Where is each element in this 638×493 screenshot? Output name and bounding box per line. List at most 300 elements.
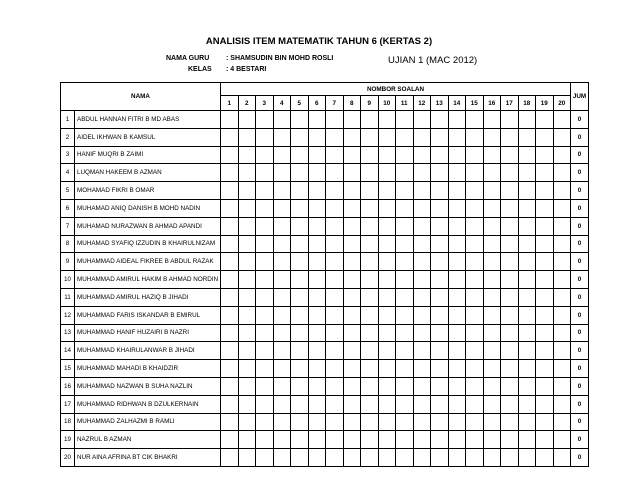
score-cell[interactable] (291, 235, 309, 253)
score-cell[interactable] (448, 217, 466, 235)
score-cell[interactable] (431, 164, 449, 182)
score-cell[interactable] (221, 288, 239, 306)
score-cell[interactable] (501, 182, 519, 200)
score-cell[interactable] (326, 377, 344, 395)
score-cell[interactable] (431, 288, 449, 306)
score-cell[interactable] (291, 253, 309, 271)
score-cell[interactable] (343, 253, 361, 271)
score-cell[interactable] (308, 235, 326, 253)
score-cell[interactable] (431, 449, 449, 467)
score-cell[interactable] (448, 235, 466, 253)
score-cell[interactable] (448, 146, 466, 164)
score-cell[interactable] (308, 377, 326, 395)
score-cell[interactable] (238, 146, 256, 164)
score-cell[interactable] (483, 413, 501, 431)
score-cell[interactable] (378, 199, 396, 217)
score-cell[interactable] (326, 217, 344, 235)
score-cell[interactable] (326, 324, 344, 342)
score-cell[interactable] (221, 271, 239, 289)
score-cell[interactable] (273, 128, 291, 146)
score-cell[interactable] (256, 395, 274, 413)
score-cell[interactable] (378, 413, 396, 431)
score-cell[interactable] (291, 217, 309, 235)
score-cell[interactable] (343, 413, 361, 431)
score-cell[interactable] (343, 182, 361, 200)
score-cell[interactable] (238, 377, 256, 395)
score-cell[interactable] (553, 449, 571, 467)
score-cell[interactable] (466, 449, 484, 467)
score-cell[interactable] (256, 111, 274, 129)
score-cell[interactable] (221, 235, 239, 253)
score-cell[interactable] (413, 413, 431, 431)
score-cell[interactable] (326, 431, 344, 449)
score-cell[interactable] (501, 342, 519, 360)
score-cell[interactable] (273, 413, 291, 431)
score-cell[interactable] (308, 449, 326, 467)
score-cell[interactable] (256, 217, 274, 235)
score-cell[interactable] (466, 111, 484, 129)
score-cell[interactable] (553, 413, 571, 431)
score-cell[interactable] (431, 253, 449, 271)
score-cell[interactable] (361, 395, 379, 413)
score-cell[interactable] (378, 217, 396, 235)
score-cell[interactable] (343, 111, 361, 129)
score-cell[interactable] (448, 199, 466, 217)
score-cell[interactable] (361, 377, 379, 395)
score-cell[interactable] (413, 395, 431, 413)
score-cell[interactable] (466, 377, 484, 395)
score-cell[interactable] (291, 324, 309, 342)
score-cell[interactable] (553, 395, 571, 413)
score-cell[interactable] (518, 413, 536, 431)
score-cell[interactable] (361, 449, 379, 467)
score-cell[interactable] (396, 128, 414, 146)
score-cell[interactable] (273, 449, 291, 467)
score-cell[interactable] (378, 360, 396, 378)
score-cell[interactable] (238, 182, 256, 200)
score-cell[interactable] (221, 253, 239, 271)
score-cell[interactable] (448, 288, 466, 306)
score-cell[interactable] (553, 253, 571, 271)
score-cell[interactable] (238, 217, 256, 235)
score-cell[interactable] (448, 377, 466, 395)
score-cell[interactable] (326, 413, 344, 431)
score-cell[interactable] (448, 342, 466, 360)
score-cell[interactable] (326, 342, 344, 360)
score-cell[interactable] (343, 199, 361, 217)
score-cell[interactable] (308, 217, 326, 235)
score-cell[interactable] (308, 146, 326, 164)
score-cell[interactable] (343, 360, 361, 378)
score-cell[interactable] (466, 306, 484, 324)
score-cell[interactable] (291, 111, 309, 129)
score-cell[interactable] (326, 182, 344, 200)
score-cell[interactable] (536, 377, 554, 395)
score-cell[interactable] (553, 431, 571, 449)
score-cell[interactable] (221, 199, 239, 217)
score-cell[interactable] (483, 182, 501, 200)
score-cell[interactable] (256, 128, 274, 146)
score-cell[interactable] (221, 360, 239, 378)
score-cell[interactable] (553, 288, 571, 306)
score-cell[interactable] (466, 413, 484, 431)
score-cell[interactable] (238, 449, 256, 467)
score-cell[interactable] (448, 306, 466, 324)
score-cell[interactable] (326, 111, 344, 129)
score-cell[interactable] (256, 235, 274, 253)
score-cell[interactable] (518, 449, 536, 467)
score-cell[interactable] (238, 324, 256, 342)
score-cell[interactable] (483, 377, 501, 395)
score-cell[interactable] (291, 360, 309, 378)
score-cell[interactable] (326, 199, 344, 217)
score-cell[interactable] (308, 182, 326, 200)
score-cell[interactable] (256, 271, 274, 289)
score-cell[interactable] (553, 306, 571, 324)
score-cell[interactable] (466, 253, 484, 271)
score-cell[interactable] (483, 199, 501, 217)
score-cell[interactable] (291, 199, 309, 217)
score-cell[interactable] (413, 324, 431, 342)
score-cell[interactable] (431, 271, 449, 289)
score-cell[interactable] (501, 377, 519, 395)
score-cell[interactable] (326, 360, 344, 378)
score-cell[interactable] (308, 395, 326, 413)
score-cell[interactable] (536, 128, 554, 146)
score-cell[interactable] (448, 128, 466, 146)
score-cell[interactable] (483, 271, 501, 289)
score-cell[interactable] (256, 377, 274, 395)
score-cell[interactable] (483, 235, 501, 253)
score-cell[interactable] (501, 164, 519, 182)
score-cell[interactable] (343, 271, 361, 289)
score-cell[interactable] (343, 449, 361, 467)
score-cell[interactable] (221, 377, 239, 395)
score-cell[interactable] (413, 128, 431, 146)
score-cell[interactable] (396, 288, 414, 306)
score-cell[interactable] (396, 431, 414, 449)
score-cell[interactable] (501, 199, 519, 217)
score-cell[interactable] (413, 217, 431, 235)
score-cell[interactable] (483, 449, 501, 467)
score-cell[interactable] (326, 146, 344, 164)
score-cell[interactable] (518, 324, 536, 342)
score-cell[interactable] (396, 182, 414, 200)
score-cell[interactable] (536, 199, 554, 217)
score-cell[interactable] (536, 324, 554, 342)
score-cell[interactable] (553, 342, 571, 360)
score-cell[interactable] (466, 182, 484, 200)
score-cell[interactable] (273, 306, 291, 324)
score-cell[interactable] (413, 360, 431, 378)
score-cell[interactable] (238, 395, 256, 413)
score-cell[interactable] (361, 342, 379, 360)
score-cell[interactable] (326, 235, 344, 253)
score-cell[interactable] (273, 360, 291, 378)
score-cell[interactable] (501, 271, 519, 289)
score-cell[interactable] (238, 288, 256, 306)
score-cell[interactable] (343, 377, 361, 395)
score-cell[interactable] (273, 253, 291, 271)
score-cell[interactable] (326, 288, 344, 306)
score-cell[interactable] (431, 235, 449, 253)
score-cell[interactable] (518, 360, 536, 378)
score-cell[interactable] (431, 217, 449, 235)
score-cell[interactable] (413, 146, 431, 164)
score-cell[interactable] (378, 449, 396, 467)
score-cell[interactable] (256, 342, 274, 360)
score-cell[interactable] (483, 128, 501, 146)
score-cell[interactable] (413, 431, 431, 449)
score-cell[interactable] (256, 306, 274, 324)
score-cell[interactable] (291, 431, 309, 449)
score-cell[interactable] (361, 271, 379, 289)
score-cell[interactable] (396, 360, 414, 378)
score-cell[interactable] (466, 235, 484, 253)
score-cell[interactable] (431, 377, 449, 395)
score-cell[interactable] (361, 253, 379, 271)
score-cell[interactable] (518, 199, 536, 217)
score-cell[interactable] (221, 306, 239, 324)
score-cell[interactable] (536, 342, 554, 360)
score-cell[interactable] (238, 431, 256, 449)
score-cell[interactable] (308, 111, 326, 129)
score-cell[interactable] (536, 271, 554, 289)
score-cell[interactable] (221, 413, 239, 431)
score-cell[interactable] (361, 413, 379, 431)
score-cell[interactable] (326, 395, 344, 413)
score-cell[interactable] (431, 128, 449, 146)
score-cell[interactable] (221, 128, 239, 146)
score-cell[interactable] (396, 199, 414, 217)
score-cell[interactable] (396, 217, 414, 235)
score-cell[interactable] (378, 377, 396, 395)
score-cell[interactable] (501, 288, 519, 306)
score-cell[interactable] (396, 306, 414, 324)
score-cell[interactable] (501, 413, 519, 431)
score-cell[interactable] (396, 449, 414, 467)
score-cell[interactable] (256, 253, 274, 271)
score-cell[interactable] (483, 342, 501, 360)
score-cell[interactable] (536, 217, 554, 235)
score-cell[interactable] (466, 271, 484, 289)
score-cell[interactable] (431, 182, 449, 200)
score-cell[interactable] (483, 360, 501, 378)
score-cell[interactable] (396, 413, 414, 431)
score-cell[interactable] (361, 111, 379, 129)
score-cell[interactable] (361, 182, 379, 200)
score-cell[interactable] (396, 271, 414, 289)
score-cell[interactable] (466, 288, 484, 306)
score-cell[interactable] (536, 253, 554, 271)
score-cell[interactable] (273, 342, 291, 360)
score-cell[interactable] (518, 146, 536, 164)
score-cell[interactable] (221, 182, 239, 200)
score-cell[interactable] (396, 342, 414, 360)
score-cell[interactable] (536, 111, 554, 129)
score-cell[interactable] (518, 377, 536, 395)
score-cell[interactable] (361, 235, 379, 253)
score-cell[interactable] (431, 111, 449, 129)
score-cell[interactable] (466, 324, 484, 342)
score-cell[interactable] (483, 164, 501, 182)
score-cell[interactable] (483, 431, 501, 449)
score-cell[interactable] (343, 306, 361, 324)
score-cell[interactable] (483, 395, 501, 413)
score-cell[interactable] (291, 146, 309, 164)
score-cell[interactable] (343, 164, 361, 182)
score-cell[interactable] (448, 431, 466, 449)
score-cell[interactable] (308, 431, 326, 449)
score-cell[interactable] (483, 306, 501, 324)
score-cell[interactable] (256, 324, 274, 342)
score-cell[interactable] (238, 111, 256, 129)
score-cell[interactable] (431, 342, 449, 360)
score-cell[interactable] (413, 199, 431, 217)
score-cell[interactable] (501, 360, 519, 378)
score-cell[interactable] (291, 377, 309, 395)
score-cell[interactable] (466, 199, 484, 217)
score-cell[interactable] (448, 164, 466, 182)
score-cell[interactable] (378, 342, 396, 360)
score-cell[interactable] (273, 199, 291, 217)
score-cell[interactable] (413, 306, 431, 324)
score-cell[interactable] (256, 146, 274, 164)
score-cell[interactable] (431, 395, 449, 413)
score-cell[interactable] (466, 360, 484, 378)
score-cell[interactable] (553, 111, 571, 129)
score-cell[interactable] (273, 235, 291, 253)
score-cell[interactable] (256, 360, 274, 378)
score-cell[interactable] (553, 146, 571, 164)
score-cell[interactable] (536, 395, 554, 413)
score-cell[interactable] (448, 324, 466, 342)
score-cell[interactable] (326, 271, 344, 289)
score-cell[interactable] (308, 199, 326, 217)
score-cell[interactable] (291, 271, 309, 289)
score-cell[interactable] (553, 182, 571, 200)
score-cell[interactable] (536, 413, 554, 431)
score-cell[interactable] (448, 111, 466, 129)
score-cell[interactable] (273, 395, 291, 413)
score-cell[interactable] (483, 324, 501, 342)
score-cell[interactable] (291, 449, 309, 467)
score-cell[interactable] (221, 342, 239, 360)
score-cell[interactable] (343, 235, 361, 253)
score-cell[interactable] (518, 342, 536, 360)
score-cell[interactable] (326, 253, 344, 271)
score-cell[interactable] (466, 164, 484, 182)
score-cell[interactable] (553, 377, 571, 395)
score-cell[interactable] (448, 449, 466, 467)
score-cell[interactable] (256, 288, 274, 306)
score-cell[interactable] (378, 288, 396, 306)
score-cell[interactable] (413, 111, 431, 129)
score-cell[interactable] (501, 324, 519, 342)
score-cell[interactable] (466, 342, 484, 360)
score-cell[interactable] (518, 217, 536, 235)
score-cell[interactable] (413, 288, 431, 306)
score-cell[interactable] (326, 128, 344, 146)
score-cell[interactable] (308, 288, 326, 306)
score-cell[interactable] (378, 395, 396, 413)
score-cell[interactable] (501, 431, 519, 449)
score-cell[interactable] (431, 324, 449, 342)
score-cell[interactable] (238, 306, 256, 324)
score-cell[interactable] (291, 306, 309, 324)
score-cell[interactable] (326, 164, 344, 182)
score-cell[interactable] (536, 146, 554, 164)
score-cell[interactable] (396, 324, 414, 342)
score-cell[interactable] (343, 128, 361, 146)
score-cell[interactable] (326, 449, 344, 467)
score-cell[interactable] (553, 235, 571, 253)
score-cell[interactable] (361, 146, 379, 164)
score-cell[interactable] (448, 360, 466, 378)
score-cell[interactable] (361, 288, 379, 306)
score-cell[interactable] (466, 431, 484, 449)
score-cell[interactable] (431, 146, 449, 164)
score-cell[interactable] (553, 199, 571, 217)
score-cell[interactable] (553, 360, 571, 378)
score-cell[interactable] (501, 306, 519, 324)
score-cell[interactable] (518, 182, 536, 200)
score-cell[interactable] (343, 324, 361, 342)
score-cell[interactable] (256, 431, 274, 449)
score-cell[interactable] (238, 128, 256, 146)
score-cell[interactable] (466, 395, 484, 413)
score-cell[interactable] (518, 288, 536, 306)
score-cell[interactable] (448, 182, 466, 200)
score-cell[interactable] (536, 235, 554, 253)
score-cell[interactable] (378, 324, 396, 342)
score-cell[interactable] (291, 413, 309, 431)
score-cell[interactable] (291, 182, 309, 200)
score-cell[interactable] (221, 449, 239, 467)
score-cell[interactable] (343, 395, 361, 413)
score-cell[interactable] (361, 324, 379, 342)
score-cell[interactable] (273, 217, 291, 235)
score-cell[interactable] (431, 306, 449, 324)
score-cell[interactable] (518, 111, 536, 129)
score-cell[interactable] (221, 111, 239, 129)
score-cell[interactable] (518, 271, 536, 289)
score-cell[interactable] (536, 182, 554, 200)
score-cell[interactable] (273, 431, 291, 449)
score-cell[interactable] (221, 324, 239, 342)
score-cell[interactable] (308, 253, 326, 271)
score-cell[interactable] (413, 235, 431, 253)
score-cell[interactable] (221, 217, 239, 235)
score-cell[interactable] (378, 253, 396, 271)
score-cell[interactable] (431, 431, 449, 449)
score-cell[interactable] (308, 324, 326, 342)
score-cell[interactable] (221, 146, 239, 164)
score-cell[interactable] (326, 306, 344, 324)
score-cell[interactable] (291, 395, 309, 413)
score-cell[interactable] (256, 199, 274, 217)
score-cell[interactable] (308, 271, 326, 289)
score-cell[interactable] (518, 128, 536, 146)
score-cell[interactable] (553, 164, 571, 182)
score-cell[interactable] (256, 449, 274, 467)
score-cell[interactable] (501, 235, 519, 253)
score-cell[interactable] (536, 449, 554, 467)
score-cell[interactable] (466, 146, 484, 164)
score-cell[interactable] (448, 395, 466, 413)
score-cell[interactable] (308, 306, 326, 324)
score-cell[interactable] (361, 164, 379, 182)
